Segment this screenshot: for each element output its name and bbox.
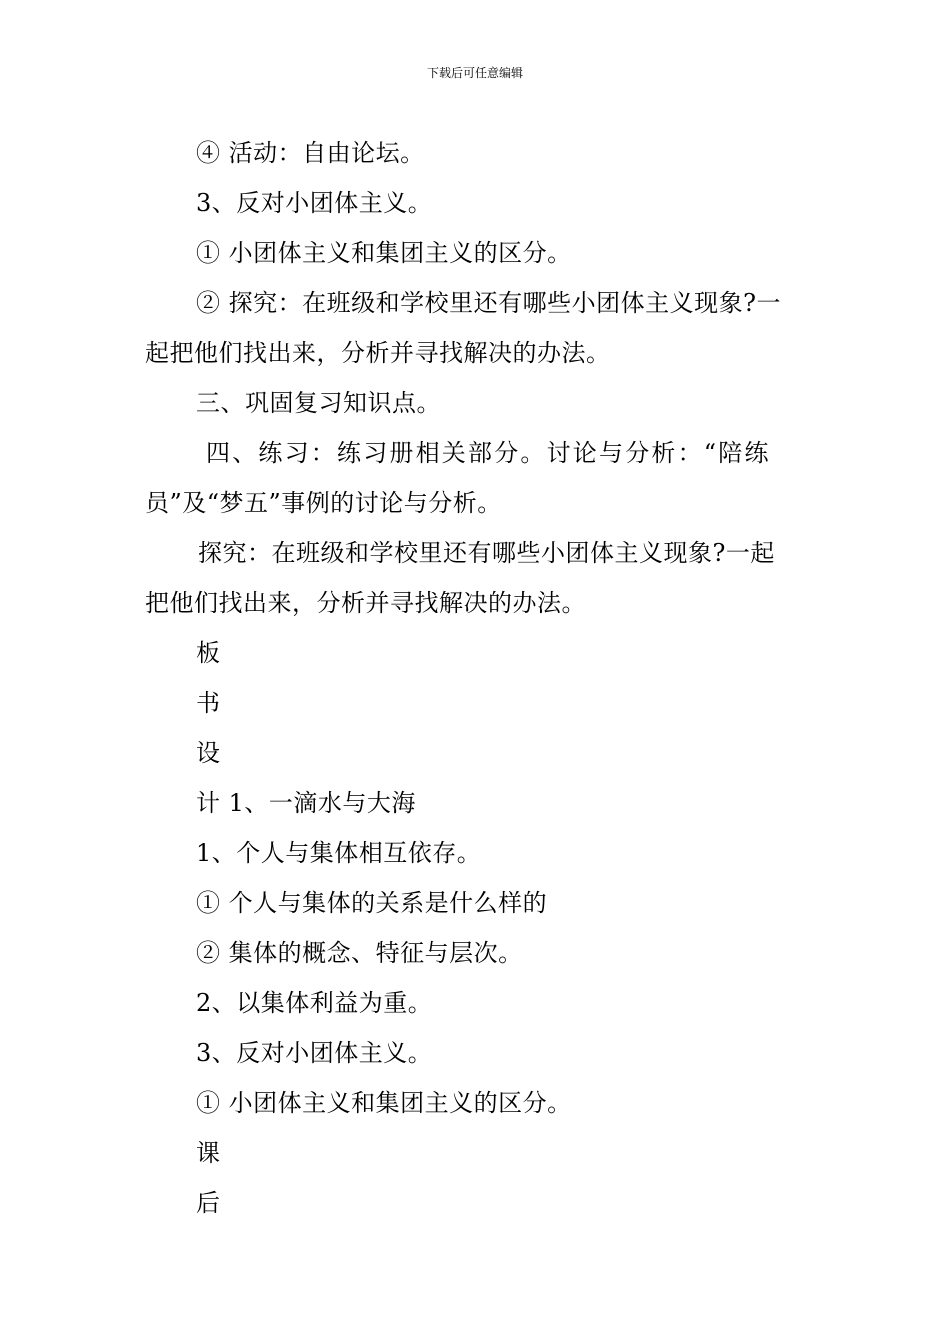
text-line: ② 探究：在班级和学校里还有哪些小团体主义现象?一 (196, 289, 781, 317)
text-line: 计 1、一滴水与大海 (196, 789, 416, 817)
text-line: 1、个人与集体相互依存。 (196, 839, 482, 867)
text-line: 后 (196, 1189, 221, 1217)
text-line: 三、巩固复习知识点。 (196, 389, 441, 417)
text-line: 3、反对小团体主义。 (196, 1039, 433, 1067)
text-line: ① 小团体主义和集团主义的区分。 (196, 239, 572, 267)
document-body (145, 128, 807, 1228)
text-line: 2、以集体利益为重。 (196, 989, 433, 1017)
text-line: 员”及“梦五”事例的讨论与分析。 (145, 489, 502, 517)
page-header: 下载后可任意编辑 (426, 66, 523, 80)
text-line: 把他们找出来，分析并寻找解决的办法。 (145, 589, 586, 617)
text-line: 起把他们找出来，分析并寻找解决的办法。 (145, 339, 611, 367)
text-line: ④ 活动：自由论坛。 (196, 139, 425, 167)
text-line: ① 个人与集体的关系是什么样的 (196, 889, 548, 917)
text-line: ① 小团体主义和集团主义的区分。 (196, 1089, 572, 1117)
text-line: 课 (196, 1139, 221, 1167)
text-line: 设 (196, 739, 221, 767)
text-line: 四、练习：练习册相关部分。讨论与分析：“陪练 (206, 439, 771, 467)
text-line: 3、反对小团体主义。 (196, 189, 433, 217)
text-line: 探究：在班级和学校里还有哪些小团体主义现象?一起 (198, 539, 775, 567)
text-line: 书 (196, 689, 221, 717)
text-line: 板 (196, 639, 221, 667)
text-line: ② 集体的概念、特征与层次。 (196, 939, 523, 967)
